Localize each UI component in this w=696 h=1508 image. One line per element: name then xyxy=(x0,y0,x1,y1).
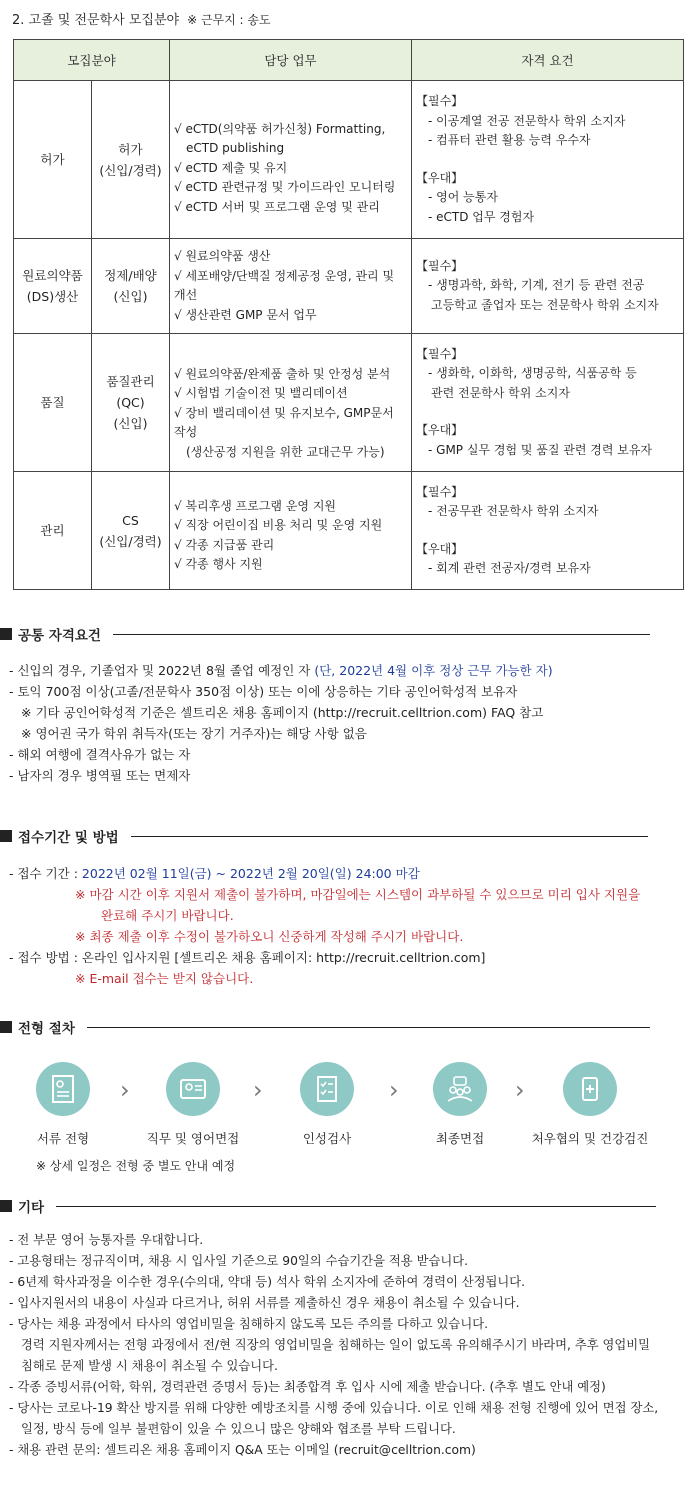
required-item: - 생화학, 이화학, 생명공학, 식품공학 등 xyxy=(428,366,637,381)
required-title: 【필수】 xyxy=(416,94,464,108)
required-item: - 컴퓨터 관련 활용 능력 우수자 xyxy=(428,133,591,147)
bullet-square-icon xyxy=(0,1021,12,1033)
list-item: - 입사지원서의 내용이 사실과 다르거나, 허위 서류를 제출하신 경우 채용이 취소될 수 있습니다. xyxy=(9,1296,520,1310)
chevron-right-icon: › xyxy=(389,1076,399,1104)
subfield-type: (신입) xyxy=(113,289,148,304)
subfield-cell xyxy=(92,472,170,590)
apply-period-label: - 접수 기간 : xyxy=(9,866,82,881)
process-step xyxy=(0,1062,128,1147)
apply-info xyxy=(9,863,640,989)
list-item: - 전 부문 영어 능통자를 우대합니다. xyxy=(9,1233,204,1247)
required-title: 【필수】 xyxy=(416,258,464,273)
field-text: (DS)생산 xyxy=(26,289,79,304)
step-label: 직무 및 영어면접 xyxy=(146,1131,240,1146)
duty-item: √ eCTD 서버 및 프로그램 운영 및 관리 xyxy=(174,199,380,214)
process-step xyxy=(128,1062,258,1147)
apply-note: ※ E-mail 접수는 받지 않습니다. xyxy=(75,971,254,986)
list-item: - 해외 여행에 결격사유가 없는 자 xyxy=(9,747,191,762)
header-field: 모집분야 xyxy=(14,40,170,81)
table-row xyxy=(14,81,684,239)
field-cell: 허가 xyxy=(14,81,92,239)
section-header-apply xyxy=(0,826,648,846)
duties-cell xyxy=(170,81,412,239)
duty-item: √ 원료의약품 생산 xyxy=(174,249,271,263)
required-item: - 전공무관 전문학사 학위 소지자 xyxy=(428,504,599,518)
process-step xyxy=(525,1062,655,1147)
section-title-text: 2. 고졸 및 전문학사 모집분야 xyxy=(12,13,180,28)
requirements-cell xyxy=(412,239,684,334)
apply-period xyxy=(9,863,640,884)
section-header-common xyxy=(0,624,650,644)
duty-item: √ 세포배양/단백질 정제공정 운영, 관리 및 개선 xyxy=(174,268,395,302)
section-heading: 기타 xyxy=(18,1200,45,1216)
duties-cell xyxy=(170,472,412,590)
requirements-cell xyxy=(412,334,684,472)
field-cell: 품질 xyxy=(14,334,92,472)
section-title xyxy=(12,9,271,28)
apply-method: - 접수 방법 : 온라인 입사지원 [셀트리온 채용 홈페이지: http://recruit.celltrion.com] xyxy=(9,950,486,965)
field-cell: 관리 xyxy=(14,472,92,590)
list-note: ※ 영어권 국가 학위 취득자(또는 장기 거주자)는 해당 사항 없음 xyxy=(21,726,367,741)
subfield-cell xyxy=(92,81,170,239)
duty-item: √ 복리후생 프로그램 운영 지원 xyxy=(174,498,337,513)
list-item xyxy=(9,660,553,681)
field-cell xyxy=(14,239,92,334)
table-header-row xyxy=(14,40,684,81)
apply-note: ※ 마감 시간 이후 지원서 제출이 불가하며, 마감일에는 시스템이 과부하될 수 있으므로 미리 입사 지원을 xyxy=(75,887,641,902)
duty-item: √ 각종 행사 지원 xyxy=(174,557,263,571)
duty-item: √ 장비 밸리데이션 및 유지보수, GMP문서 작성 xyxy=(174,405,394,440)
list-item: 경력 지원자께서는 전형 과정에서 전/현 직장의 영업비밀을 침해하는 일이 없도록 유의해주시기 바라며, 추후 영업비밀 xyxy=(21,1338,651,1352)
bullet-square-icon xyxy=(0,628,12,640)
process-step xyxy=(262,1062,392,1147)
process-step xyxy=(395,1062,525,1147)
duty-item: √ 시험법 기술이전 및 밸리데이션 xyxy=(174,386,348,401)
header-duties: 담당 업무 xyxy=(170,40,412,81)
subfield-text: 정제/배양 xyxy=(104,268,157,283)
apply-period-value: 2022년 02월 11일(금) ~ 2022년 2월 20일(일) 24:00 마감 xyxy=(81,866,420,881)
list-item: 침해로 문제 발생 시 채용이 취소될 수 있습니다. xyxy=(21,1359,278,1373)
step-label: 최종면접 xyxy=(435,1131,485,1146)
duty-item: √ 각종 지급품 관리 xyxy=(174,537,275,552)
interview-icon xyxy=(166,1062,220,1116)
required-item: - 이공계열 전공 전문학사 학위 소지자 xyxy=(428,113,626,128)
header-requirements: 자격 요건 xyxy=(412,40,684,81)
duty-item: √ eCTD 관련규정 및 가이드라인 모니터링 xyxy=(174,180,396,195)
process-steps xyxy=(0,1062,696,1162)
step-label: 서류 전형 xyxy=(36,1131,90,1146)
required-item: 고등학교 졸업자 또는 전문학사 학위 소지자 xyxy=(431,297,659,312)
list-note: ※ 기타 공인어학성적 기준은 셀트리온 채용 홈페이지 (http://recruit.celltrion.com) FAQ 참고 xyxy=(21,705,544,720)
required-title: 【필수】 xyxy=(416,346,464,361)
preferred-item: - 회계 관련 전공자/경력 보유자 xyxy=(428,561,591,575)
section-heading: 전형 절차 xyxy=(18,1021,75,1037)
apply-note: ※ 최종 제출 이후 수정이 불가하오니 신중하게 작성해 주시기 바랍니다. xyxy=(75,929,464,944)
field-text: 원료의약품 xyxy=(22,268,83,283)
subfield-cell xyxy=(92,334,170,472)
duty-item: √ 직장 어린이집 비용 처리 및 운영 지원 xyxy=(174,518,383,532)
section-heading: 접수기간 및 방법 xyxy=(18,830,119,846)
list-item: - 6년제 학사과정을 이수한 경우(수의대, 약대 등) 석사 학위 소지자에 준하여 경력이 산정됩니다. xyxy=(9,1275,526,1289)
chevron-right-icon: › xyxy=(515,1076,525,1104)
duties-cell xyxy=(170,239,412,334)
location-note: ※ 근무지 : 송도 xyxy=(187,13,271,27)
recruit-table xyxy=(13,39,684,590)
duty-item: √ 생산관련 GMP 문서 업무 xyxy=(174,307,317,322)
list-item: 일정, 방식 등에 일부 불편함이 있을 수 있으니 많은 양해와 협조를 부탁 드립니다. xyxy=(21,1422,456,1436)
table-row xyxy=(14,334,684,472)
step-label: 인성검사 xyxy=(302,1131,352,1146)
table-row xyxy=(14,472,684,590)
people-meeting-icon xyxy=(433,1062,487,1116)
list-item: - 당사는 채용 과정에서 타사의 영업비밀을 침해하지 않도록 모든 주의를 다하고 있습니다. xyxy=(9,1317,488,1331)
duties-cell xyxy=(170,334,412,472)
duty-item: eCTD publishing xyxy=(186,141,285,156)
process-note: ※ 상세 일정은 전형 중 별도 안내 예정 xyxy=(36,1159,236,1173)
requirements-cell xyxy=(412,472,684,590)
duty-item: √ eCTD(의약품 허가신청) Formatting, xyxy=(174,121,386,136)
preferred-item: - eCTD 업무 경험자 xyxy=(428,209,535,224)
step-label: 처우협의 및 건강검진 xyxy=(531,1131,649,1146)
required-item: - 생명과학, 화학, 기계, 전기 등 관련 전공 xyxy=(428,278,645,293)
duty-item: (생산공정 지원을 위한 교대근무 가능) xyxy=(186,444,385,459)
document-review-icon xyxy=(36,1062,90,1116)
highlight-text: (단, 2022년 4월 이후 정상 근무 가능한 자) xyxy=(314,663,553,678)
section-heading: 공통 자격요건 xyxy=(18,628,101,644)
preferred-title: 【우대】 xyxy=(416,423,464,438)
preferred-title: 【우대】 xyxy=(416,170,464,185)
health-checkup-icon xyxy=(563,1062,617,1116)
list-item: - 토익 700점 이상(고졸/전문학사 350점 이상) 또는 이에 상응하는 기타 공인어학성적 보유자 xyxy=(9,684,518,699)
apply-note: 완료해 주시기 바랍니다. xyxy=(101,908,234,923)
duty-item: √ eCTD 제출 및 유지 xyxy=(174,160,288,175)
subfield-text: CS xyxy=(122,512,139,528)
required-title: 【필수】 xyxy=(416,484,464,499)
common-requirements xyxy=(9,660,553,786)
preferred-item: - 영어 능통자 xyxy=(428,190,498,204)
list-item: - 당사는 코로나-19 확산 방지를 위해 다양한 예방조치를 시행 중에 있습니다. 이로 인해 채용 전형 진행에 있어 면접 장소, xyxy=(9,1401,659,1415)
required-item: 관련 전문학사 학위 소지자 xyxy=(431,385,570,400)
chevron-right-icon: › xyxy=(120,1076,130,1104)
subfield-text: 허가 xyxy=(118,141,143,157)
requirements-cell xyxy=(412,81,684,239)
preferred-item: - GMP 실무 경험 및 품질 관련 경력 보유자 xyxy=(428,442,653,457)
bullet-square-icon xyxy=(0,1200,12,1212)
section-header-process xyxy=(0,1017,650,1037)
subfield-type: (신입/경력) xyxy=(99,162,162,178)
list-item: - 각종 증빙서류(어학, 학위, 경력관련 증명서 등)는 최종합격 후 입사 시에 제출 받습니다. (추후 별도 안내 예정) xyxy=(9,1380,606,1394)
list-text: - 신입의 경우, 기졸업자 및 2022년 8월 졸업 예정인 자 xyxy=(9,663,315,678)
subfield-type: (신입/경력) xyxy=(99,533,162,549)
duty-item: √ 원료의약품/완제품 출하 및 안정성 분석 xyxy=(174,366,391,381)
bullet-square-icon xyxy=(0,830,12,842)
subfield-text: 품질관리(QC) xyxy=(106,374,155,410)
list-item: - 고용형태는 정규직이며, 채용 시 입사일 기준으로 90일의 수습기간을 적용 받습니다. xyxy=(9,1254,468,1268)
subfield-type: (신입) xyxy=(113,416,148,431)
preferred-title: 【우대】 xyxy=(416,541,464,556)
chevron-right-icon: › xyxy=(253,1076,263,1104)
list-item: - 남자의 경우 병역필 또는 면제자 xyxy=(9,768,191,783)
checklist-icon xyxy=(300,1062,354,1116)
table-row xyxy=(14,239,684,334)
list-item: - 채용 관련 문의: 셀트리온 채용 홈페이지 Q&A 또는 이메일 (recruit@celltrion.com) xyxy=(9,1443,476,1457)
section-header-etc xyxy=(0,1196,656,1216)
subfield-cell xyxy=(92,239,170,334)
etc-list xyxy=(9,1230,658,1461)
